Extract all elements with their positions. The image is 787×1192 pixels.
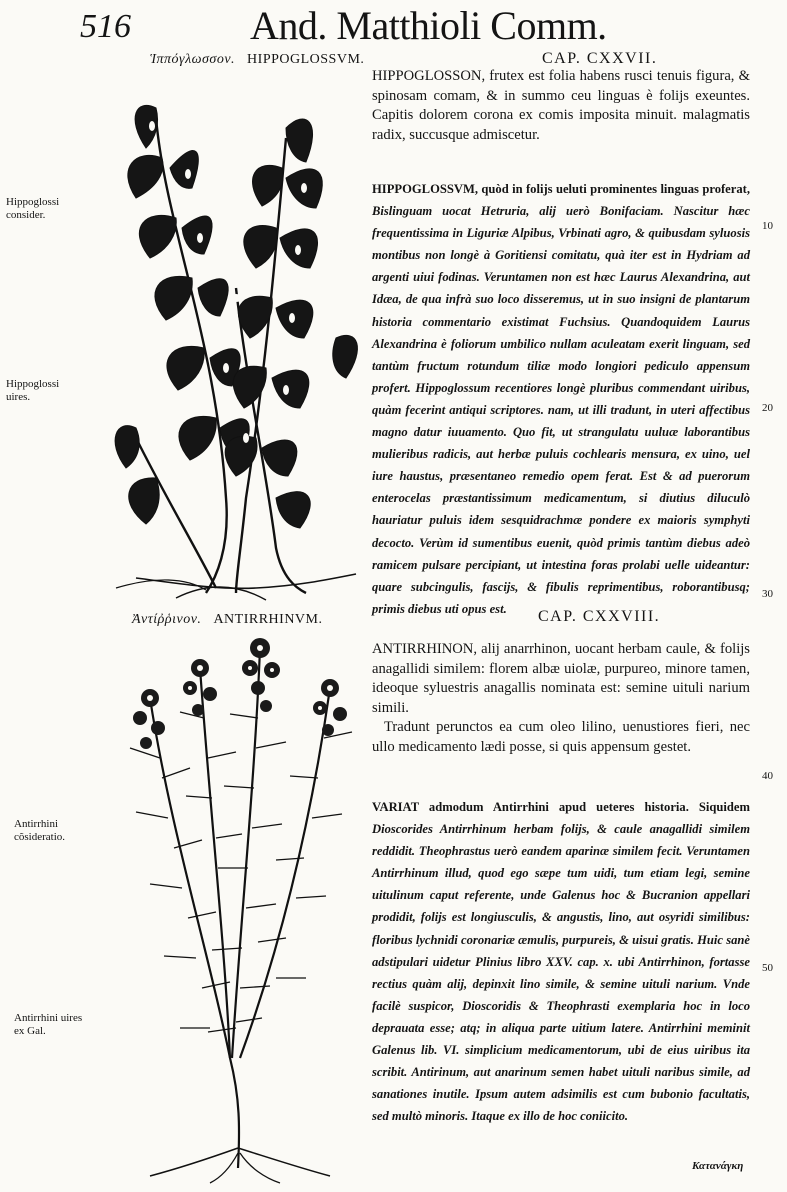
commentary-hippoglossum: HIPPOGLOSSVM, quòd in folijs ueluti prominentes linguas proferat, Bislinguam uocat Hetruria, alij uerò Bonifaciam. Nascitur hæc frequentissima in Liguriæ Alpibus, Vrbinati agro, & quibusdam syluosis montibus non longè à Goritiensi comitatu, quà iter est in Hydriam ad argenti uiui fodinas. Veruntamen non est hæc Laurus Alexandrina, aut Idæa, de qua infrà suo loco disseremus, ut in suo insigni de plantarum historia commentario existimat Fuchsius. Quandoquidem Laurus Alexandrina è foliorum umbilico nullam aculeatam exerit linguam, sed tantùm fructum rotundum tiliæ modo longiori pediculo appensum profert. Hippoglossum recentiores longè pluribus commendant uiribus, quàm fecerint antiqui scriptores. nam, ut illi tradunt, in uteri affectibus magno datur iuuamento. Quo fit, ut strangulatu uuluæ laborantibus mulieribus radicis, aut herbæ puluis cochlearis mensura, ex uino, uel iure haustus, præsentaneo remedio opem ferat. Est & ad puerorum enterocelas præstantissimum medicamentum, si diutius diluculò hauriatur puluis idem sesquidrachmæ pondere ex maioris symphyti decocto. Verùm id sumentibus euenit, quòd primis tantùm diebus adeò ramicem pulsare percipiant, ut intestina foras prolabi uelle uideantur: quare subcingulis, fascijs, & fibulis reprimentibus, roborantibusq; primis diebus uti opus est. xyxy=(372,182,750,616)
line-number: 50 xyxy=(762,962,773,974)
chapter-heading: CAP. CXXVII. xyxy=(542,50,658,67)
running-title: And. Matthioli Comm. xyxy=(250,3,607,48)
dioscorides-text-hippoglossum: HIPPOGLOSSON, frutex est folia habens rusci tenuis figura, & spinosam comam, & in summo ceu linguas è folijs exeuntes. Capitis dolorem corona ex comis imposita minuit. malagmatis radix, succusque admiscetur. xyxy=(372,68,750,143)
latin-name: ANTIRRHINVM. xyxy=(213,612,323,627)
hippoglossum-woodcut xyxy=(96,78,368,606)
commentary-antirrhinum: VARIAT admodum Antirrhini apud ueteres historia. Siquidem Dioscorides Antirrhinum herbam folijs, & caule anagallidi similem reddidit. Theophrastus uerò eandem aparinæ similem fecit. Veruntamen Antirrhinum illud, quod ego sæpe tum uidi, tum etiam legi, semine uitulinum caput referente, unde Galenus hoc & Bucranion appellari prodidit, folijs est longiusculis, & angustis, lino, aut osyridi similibus: floribus lychnidi coronariæ æmulis, purpureis, & uisui gratis. Huic sanè adstipulari uidetur Plinius libro XXV. cap. x. ubi Antirrhinon, fortasse rectius quàm alij, depinxit lino simile, & semine uituli narium. Vnde facilè suspicor, Dioscoridis & Theophrasti exemplaria hoc in loco deprauata esse; atq; in aliqua parte uitium latere. Antirrhini meminit Galenus lib. VI. simplicium medicamentorum, ubi de eius uiribus ita scribit. Antirinum, aut anarinum semen habet uituli naribus simile, ad sanationes inutile. Ipsum autem adsimilis est cum bubonio facultatis, sed multò minoris. Itaque ex illo de hoc coniicito. xyxy=(372,800,750,1124)
catchword: Κατανάγκη xyxy=(692,1160,744,1172)
page-number: 516 xyxy=(80,8,131,45)
antirrhinum-heading xyxy=(132,612,323,628)
line-number: 30 xyxy=(762,588,773,600)
line-number: 40 xyxy=(762,770,773,782)
margin-note: Hippoglossi consider. xyxy=(6,196,60,221)
latin-name: HIPPOGLOSSVM. xyxy=(247,52,365,67)
margin-note: Antirrhini uires ex Gal. xyxy=(14,1012,83,1037)
hippoglossum-heading xyxy=(150,52,364,68)
greek-name: Ἀντίῤῥινον. xyxy=(132,612,202,627)
antirrhinum-woodcut xyxy=(90,628,368,1184)
greek-name: Ἱππόγλωσσον. xyxy=(150,52,236,67)
margin-note: Hippoglossi uires. xyxy=(6,378,60,403)
margin-note: Antirrhini cõsideratio. xyxy=(14,818,66,843)
dioscorides-text-antirrhinum: ANTIRRHINON, alij anarrhinon, uocant herbam caule, & folijs anagallidi similem: florem albæ uiolæ, purpureo, minore tamen, ideoque syluestris anagallis nominata est: semine uituli narium simili. Tradunt perunctos ea cum oleo lilino, uenustiores fieri, nec ullo medicamento lædi posse, si quis appensum gestet. xyxy=(372,641,750,755)
line-number: 10 xyxy=(762,220,773,232)
line-number: 20 xyxy=(762,402,773,414)
chapter-heading: CAP. CXXVIII. xyxy=(538,608,661,625)
